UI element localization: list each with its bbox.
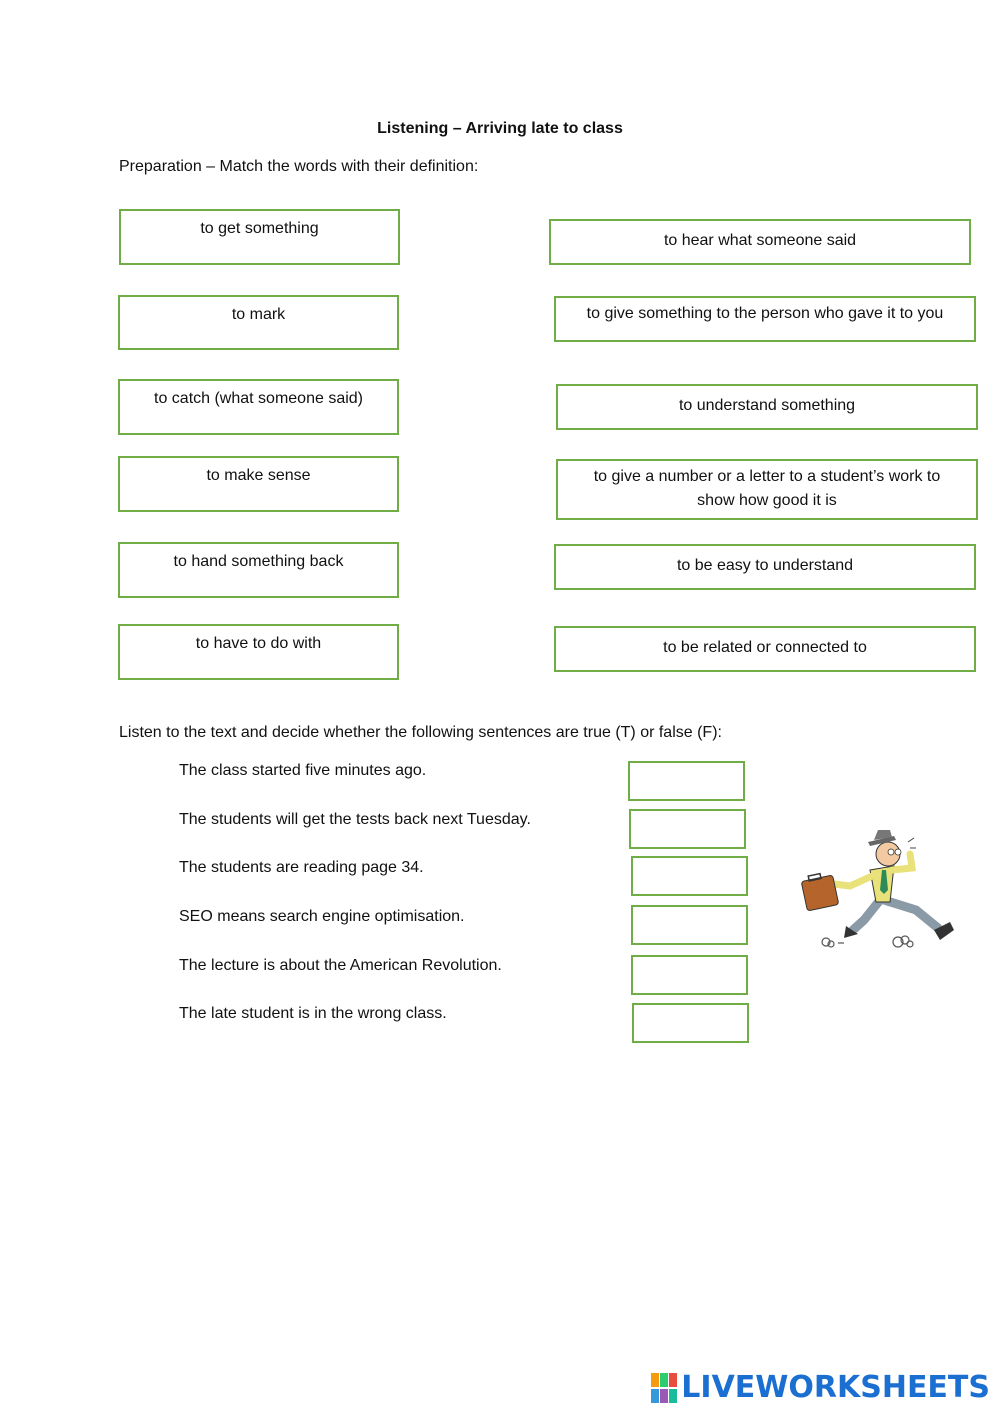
word-box[interactable]: to get something: [119, 209, 400, 265]
answer-input[interactable]: [629, 809, 746, 849]
answer-input[interactable]: [631, 905, 748, 945]
sentence: The late student is in the wrong class.: [179, 1005, 447, 1022]
definition-box[interactable]: to give something to the person who gave it to you: [554, 296, 976, 342]
word-box[interactable]: to hand something back: [118, 542, 399, 598]
definition-box[interactable]: to give a number or a letter to a student’s work to show how good it is: [556, 459, 978, 520]
sentence: The students will get the tests back next Tuesday.: [179, 811, 531, 828]
listening-instruction: Listen to the text and decide whether the following sentences are true (T) or false (F):: [119, 724, 722, 741]
brand-name: LIVEWORKSHEETS: [681, 1370, 990, 1405]
preparation-instruction: Preparation – Match the words with their definition:: [119, 158, 479, 175]
answer-input[interactable]: [628, 761, 745, 801]
liveworksheets-logo: [651, 1370, 990, 1405]
word-box[interactable]: to have to do with: [118, 624, 399, 680]
word-box[interactable]: to make sense: [118, 456, 399, 512]
running-late-man-icon: [798, 830, 964, 955]
definition-box[interactable]: to hear what someone said: [549, 219, 971, 265]
sentence: The students are reading page 34.: [179, 859, 424, 876]
definition-box[interactable]: to understand something: [556, 384, 978, 430]
sentence: The class started five minutes ago.: [179, 762, 427, 779]
answer-input[interactable]: [631, 856, 748, 896]
word-box[interactable]: to mark: [118, 295, 399, 350]
answer-input[interactable]: [632, 1003, 749, 1043]
answer-input[interactable]: [631, 955, 748, 995]
definition-box[interactable]: to be related or connected to: [554, 626, 976, 672]
sentence: SEO means search engine optimisation.: [179, 908, 465, 925]
page-title: Listening – Arriving late to class: [377, 120, 623, 137]
word-box[interactable]: to catch (what someone said): [118, 379, 399, 435]
definition-box[interactable]: to be easy to understand: [554, 544, 976, 590]
liveworksheets-icon: [651, 1373, 677, 1403]
sentence: The lecture is about the American Revolution.: [179, 957, 502, 974]
